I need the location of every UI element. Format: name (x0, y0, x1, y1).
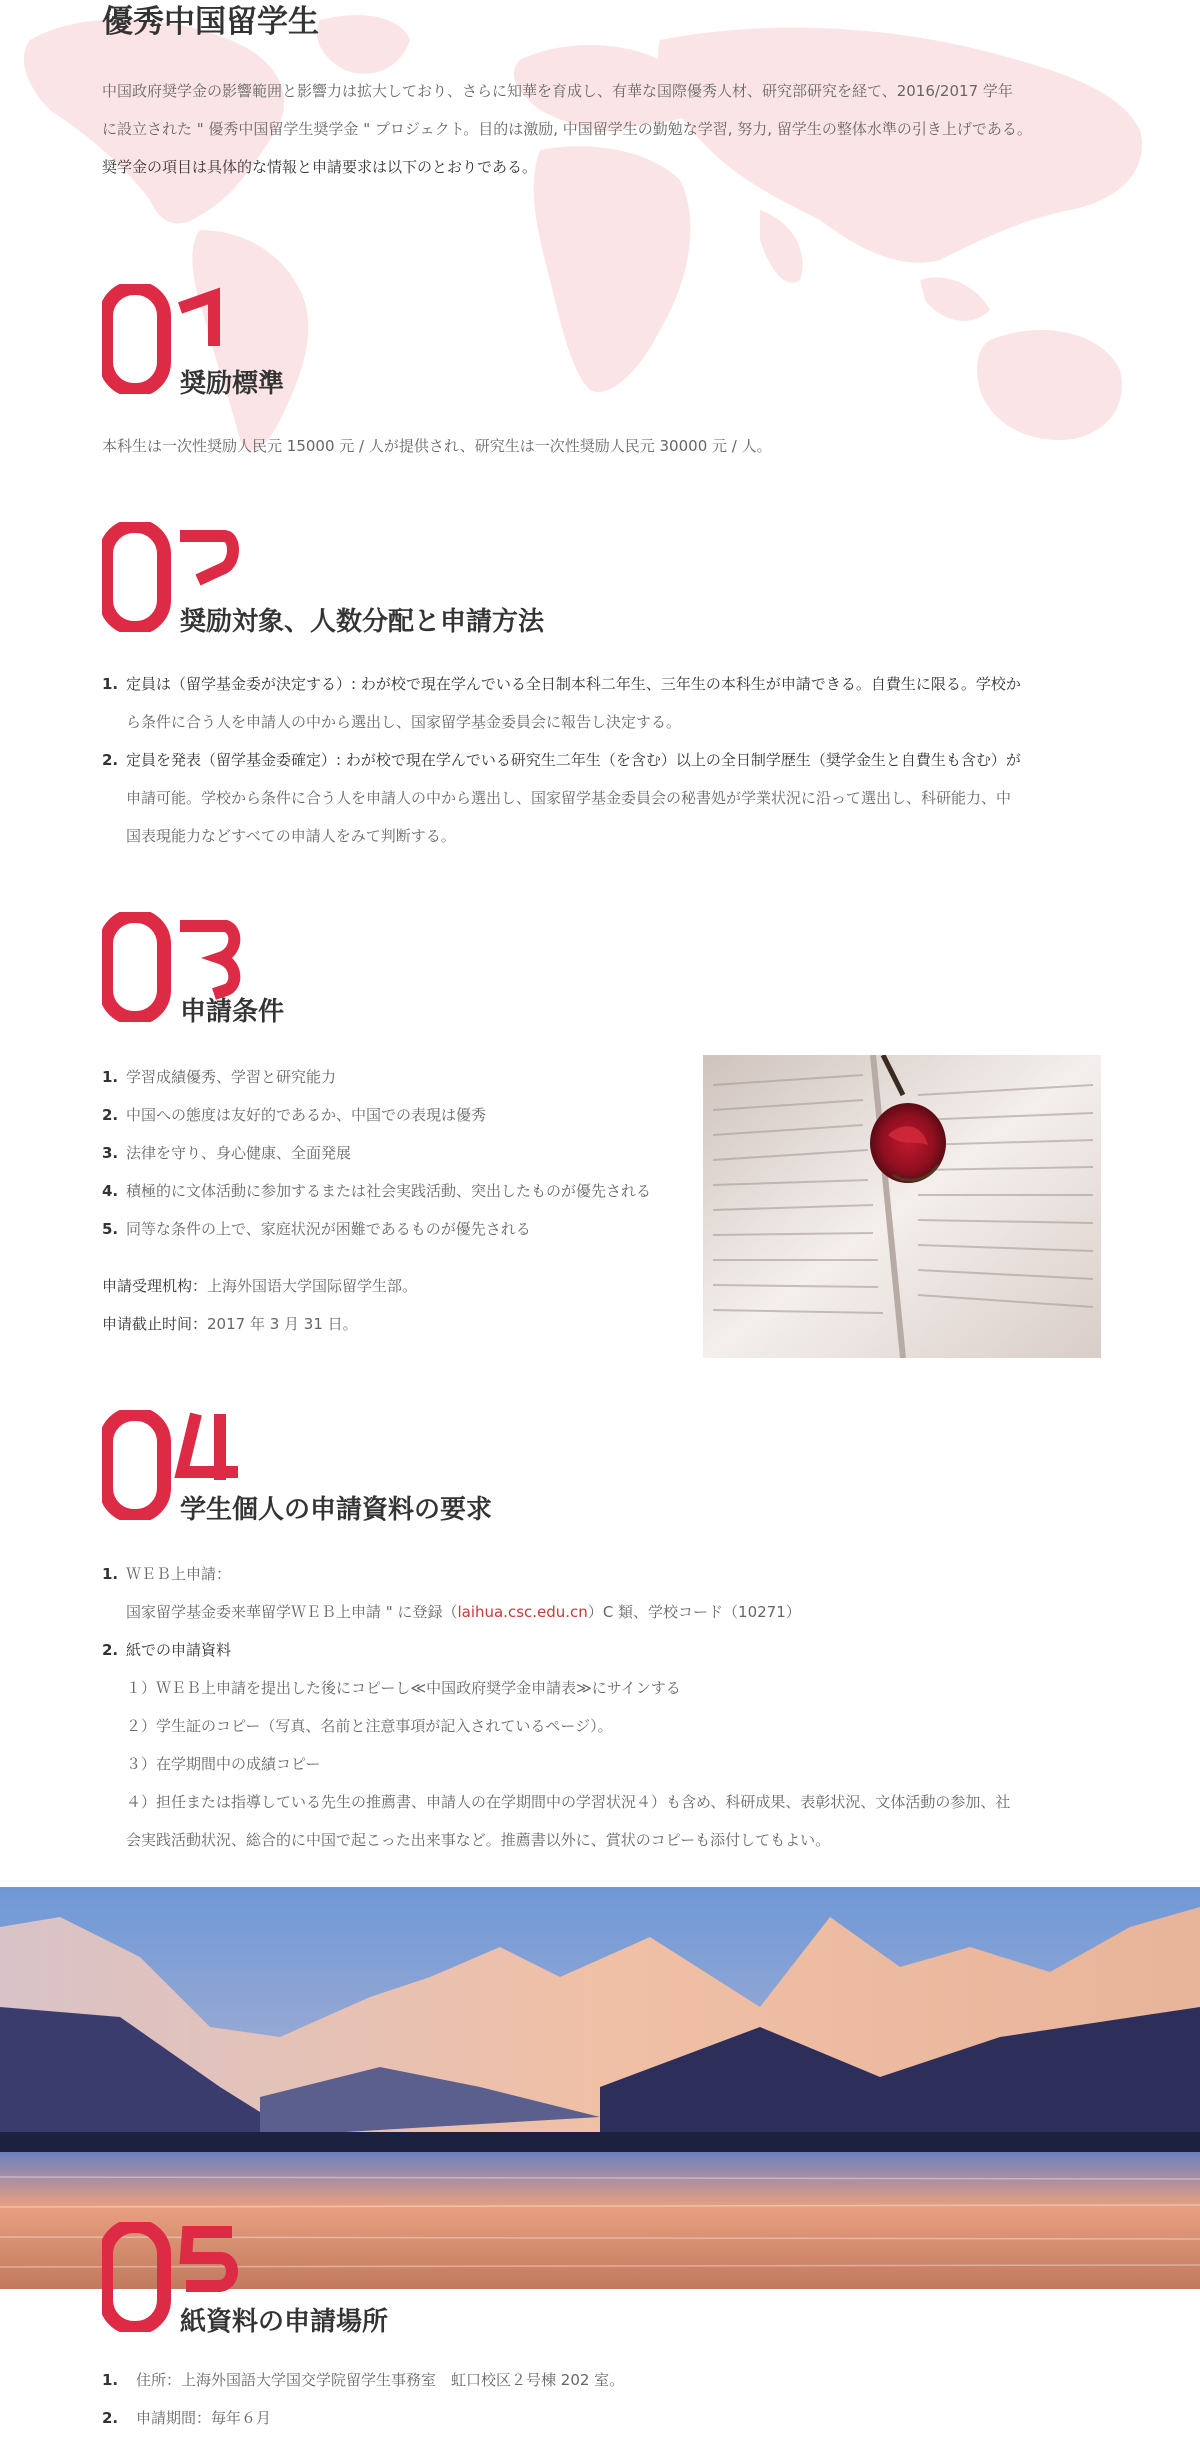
intro-line: に設立された " 優秀中国留学生奨学金 " プロジェクト。目的は激励, 中国留学生の勤勉な学習, 努力, 留学生の整体水準の引き上げである。 (102, 120, 1032, 138)
section-title: 紙資料の申請場所 (180, 2307, 389, 2337)
section-03-heading (102, 912, 802, 1027)
deadline-line (102, 1305, 702, 1343)
list-text: 会実践活動状況、総合的に中国で起こった出来事など。推薦書以外に、賞状のコピーも添付してもよい。 (126, 1831, 831, 1849)
list-number: 1. (102, 675, 119, 693)
section-title: 学生個人の申請資料の要求 (180, 1495, 493, 1525)
list-number: 2. (102, 2409, 119, 2427)
list-number: 2. (102, 1106, 119, 1124)
section-02-heading (102, 522, 802, 637)
list-item (102, 2399, 1102, 2437)
intro-line: 中国政府奨学金の影響範囲と影響力は拡大しており、さらに知華を育成し、有華な国際優秀人材、研究部研究を経て、2016/2017 学年 (102, 82, 1013, 100)
agency-value: 上海外国语大学国际留学生部。 (207, 1277, 418, 1295)
list-heading: 紙での申請資料 (126, 1641, 232, 1659)
list-number: 1. (102, 2371, 119, 2389)
book-rose-image (703, 1055, 1101, 1358)
agency-line (102, 1267, 702, 1305)
list-number: 1. (102, 1068, 119, 1086)
section-02-list (102, 665, 1102, 855)
list-text: 申請可能。学校から条件に合う人を申請人の中から選出し、国家留学基金委員会の秘書処が学業状況に沿って選出し、科研能力、中 (126, 789, 1012, 807)
list-item (102, 1210, 702, 1248)
section-03-list (102, 1058, 702, 1343)
list-item (102, 1172, 702, 1210)
intro-line: 奨学金の項目は具体的な情報と申請要求は以下のとおりである。 (102, 158, 538, 176)
list-number: 2. (102, 1641, 119, 1659)
list-text: ２）学生証のコピー（写真、名前と注意事項が記入されているページ）。 (126, 1717, 613, 1735)
list-text: 定員を発表（留学基金委確定）: わが校で現在学んでいる研究生二年生（を含む）以上の全日制学歴生（奨学金生と自費生も含む）が (126, 751, 1021, 769)
list-text: 中国への態度は友好的であるか、中国での表現は優秀 (126, 1106, 487, 1124)
list-text: 住所：上海外国語大学国交学院留学生事務室 虹口校区２号棟 202 室。 (136, 2371, 625, 2389)
list-text: 学習成績優秀、学習と研究能力 (126, 1068, 337, 1086)
section-title: 奨励標準 (180, 369, 285, 399)
list-item (102, 665, 1102, 741)
web-text: 国家留学基金委来華留学ＷＥＢ上申請 " に登録（ (126, 1603, 458, 1621)
section-01-text: 本科生は一次性奨励人民元 15000 元 / 人が提供され、研究生は一次性奨励人民元 30000 元 / 人。 (102, 437, 772, 455)
list-item (102, 2361, 1102, 2399)
list-number: 5. (102, 1220, 119, 1238)
csc-link[interactable]: laihua.csc.edu.cn (457, 1603, 588, 1621)
list-text: 国表現能力などすべての申請人をみて判断する。 (126, 827, 456, 845)
list-text: ら条件に合う人を申請人の中から選出し、国家留学基金委員会に報告し決定する。 (126, 713, 682, 731)
list-item (102, 1096, 702, 1134)
section-05-list (102, 2361, 1102, 2437)
list-text: 法律を守り、身心健康、全面発展 (126, 1144, 352, 1162)
list-number: 4. (102, 1182, 119, 1200)
list-number: 3. (102, 1144, 119, 1162)
list-item (102, 1555, 1102, 1631)
web-text: ）C 類、学校コード（10271） (587, 1603, 801, 1621)
list-number: 1. (102, 1565, 119, 1583)
list-text: １）ＷＥＢ上申請を提出した後にコピーし≪中国政府奨学金申請表≫にサインする (126, 1679, 681, 1697)
list-heading: ＷＥＢ上申請： (126, 1565, 232, 1583)
list-text: ３）在学期間中の成績コピー (126, 1755, 321, 1773)
list-text: 積極的に文体活動に参加するまたは社会実践活動、突出したものが優先される (126, 1182, 652, 1200)
section-01-heading (102, 284, 802, 399)
list-item (102, 1134, 702, 1172)
section-04-list (102, 1555, 1102, 1859)
section-title: 申請条件 (180, 997, 285, 1027)
list-text: 同等な条件の上で、家庭状況が困難であるものが優先される (126, 1220, 531, 1238)
list-text: 申請期間：毎年６月 (136, 2409, 272, 2427)
intro-paragraph (102, 72, 1102, 186)
deadline-value: 2017 年 3 月 31 日。 (207, 1315, 358, 1333)
page-title: 優秀中国留学生 (102, 4, 319, 40)
list-number: 2. (102, 751, 119, 769)
list-text: 定員は（留学基金委が決定する）: わが校で現在学んでいる全日制本科二年生、三年生の本科生が申請できる。自費生に限る。学校か (126, 675, 1021, 693)
agency-label: 申請受理机构： (102, 1277, 208, 1295)
list-item (102, 1058, 702, 1096)
section-title: 奨励対象、人数分配と申請方法 (180, 607, 545, 637)
section-04-heading (102, 1410, 802, 1525)
section-05-heading (102, 2222, 802, 2337)
deadline-label: 申请截止时间： (102, 1315, 208, 1333)
list-item (102, 1631, 1102, 1859)
list-text: ４）担任または指導している先生の推薦書、申請人の在学期間中の学習状況４）も含め、科研成果、表彰状況、文体活動の参加、社 (126, 1793, 1011, 1811)
list-item (102, 741, 1102, 855)
